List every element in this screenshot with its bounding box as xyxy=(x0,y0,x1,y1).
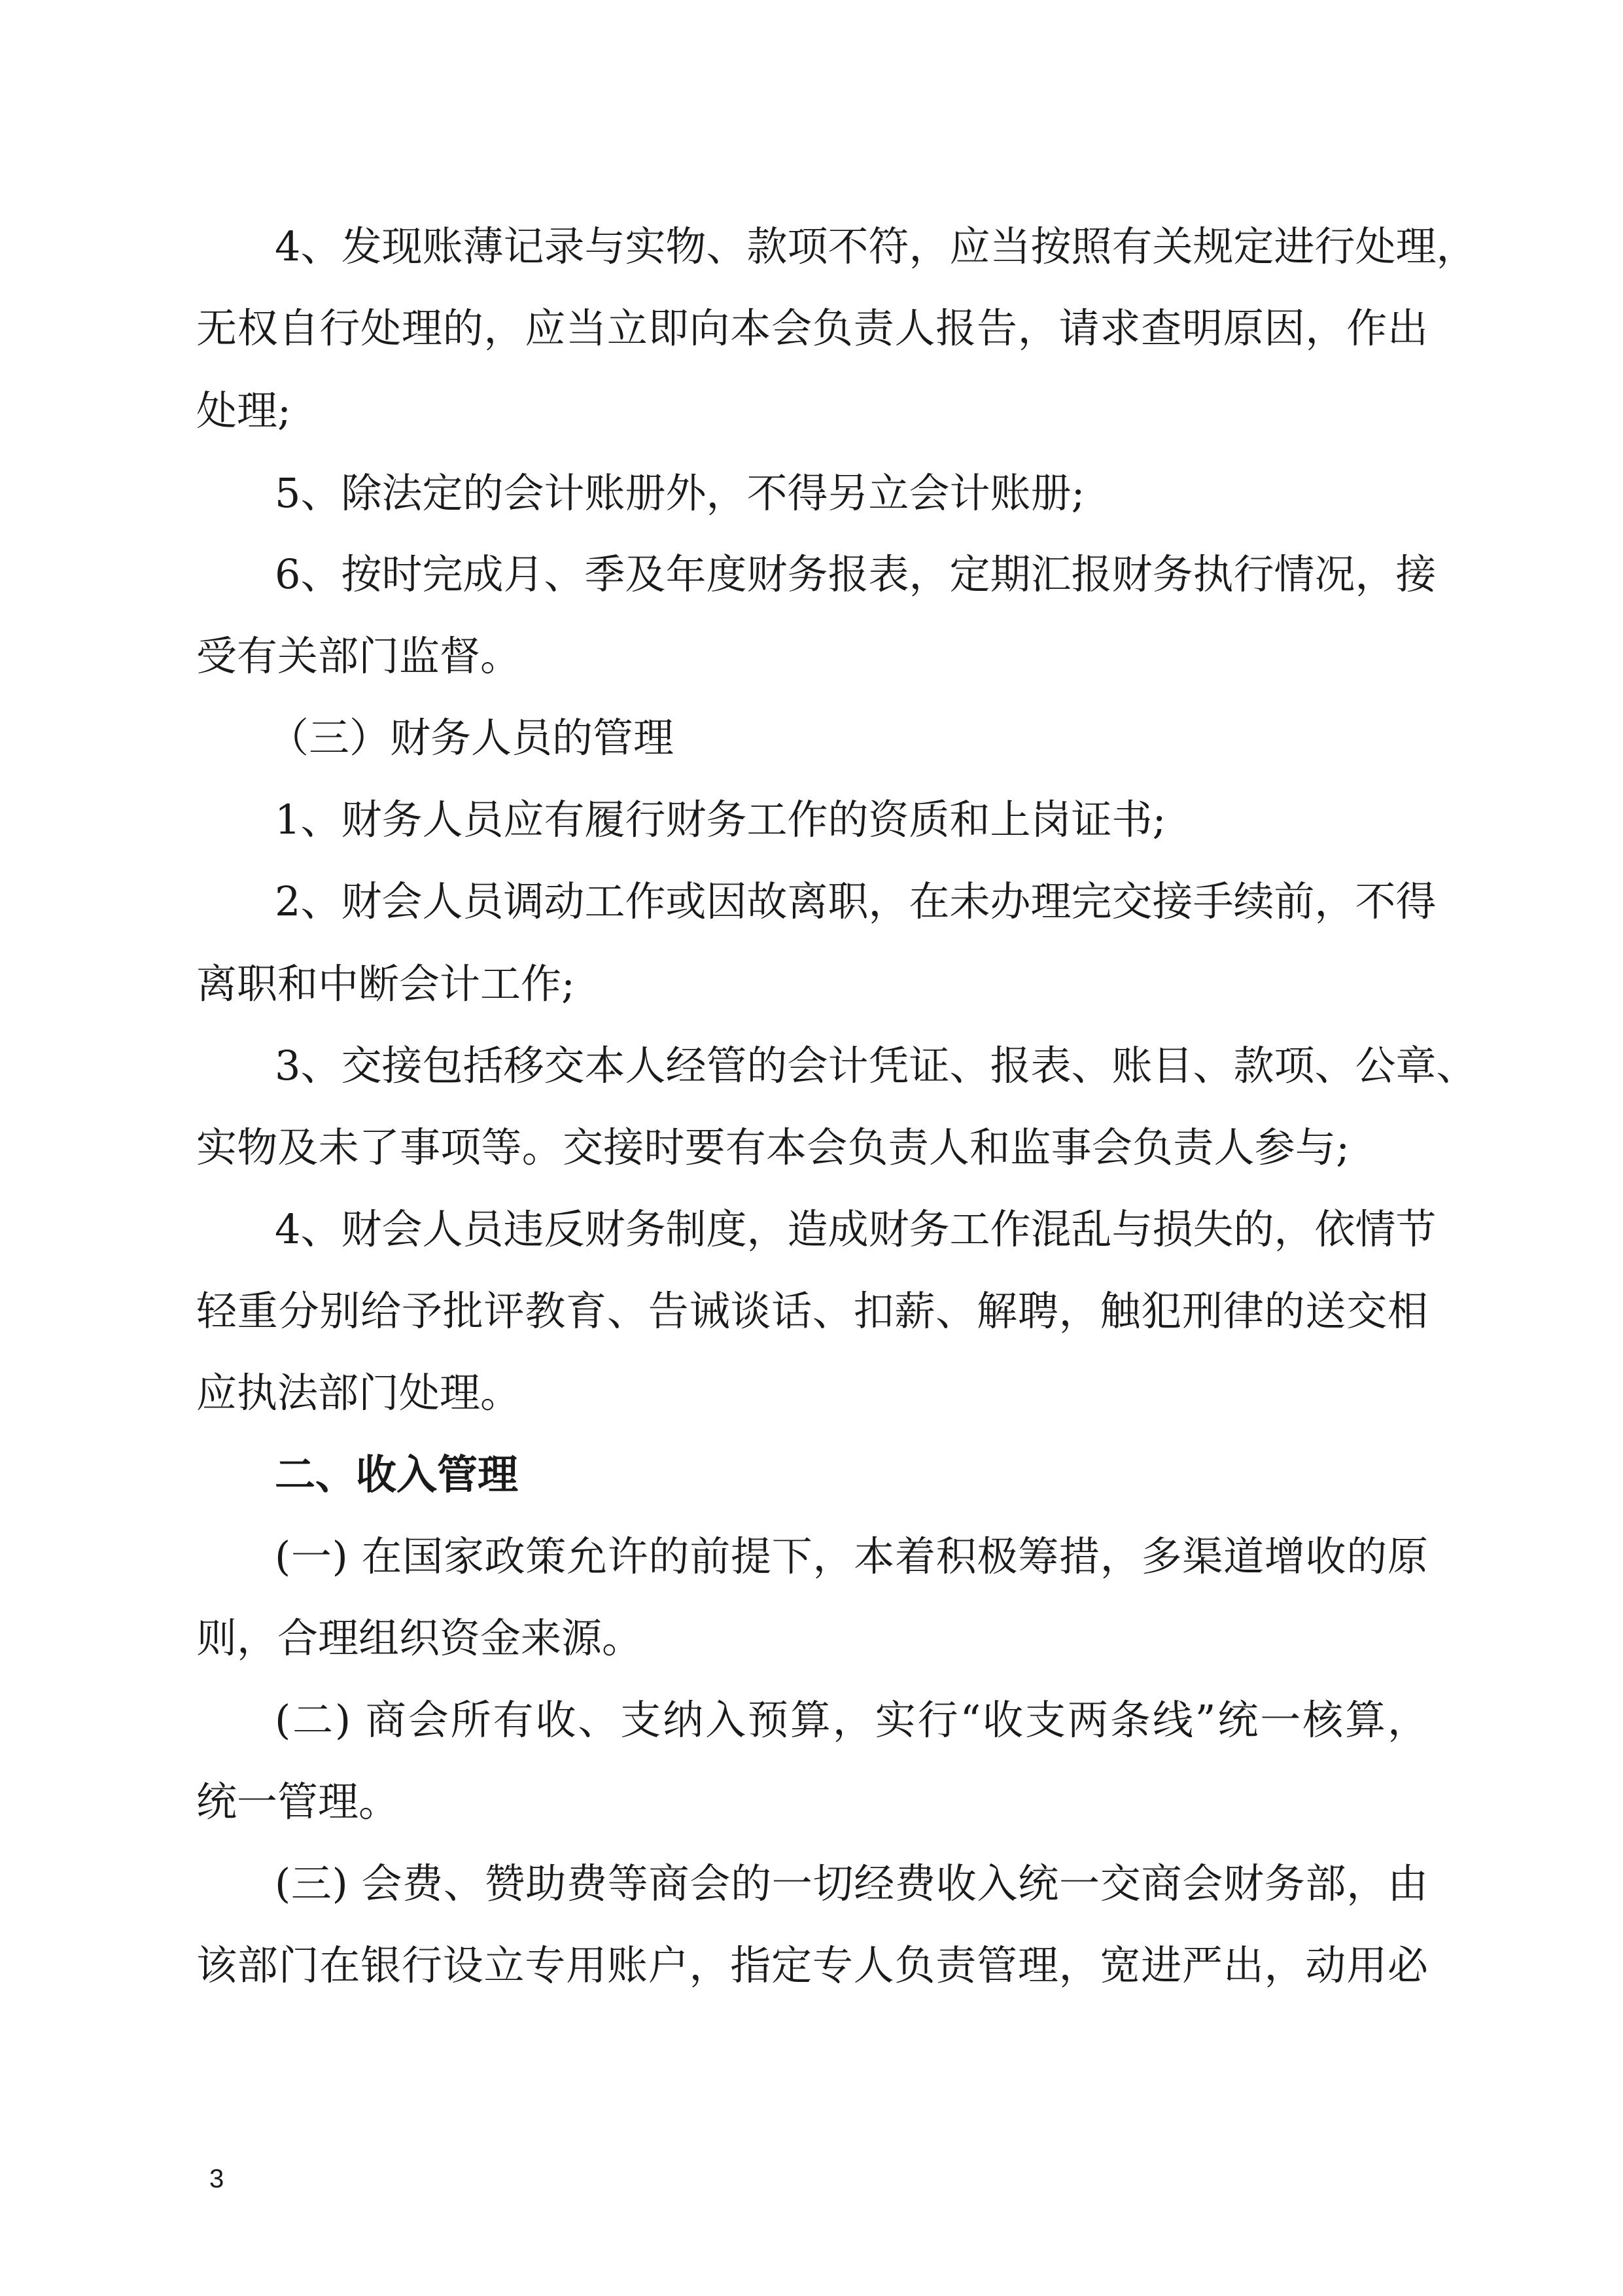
section-heading: （三）财务人员的管理 xyxy=(268,714,674,762)
paragraph-line: 离职和中断会计工作; xyxy=(196,960,575,1008)
paragraph-line: 4、发现账薄记录与实物、款项不符，应当按照有关规定进行处理， xyxy=(275,222,1477,270)
paragraph-line: 实物及未了事项等。交接时要有本会负责人和监事会负责人参与; xyxy=(196,1123,1350,1171)
paragraph-line: 应执法部门处理。 xyxy=(196,1369,521,1417)
paragraph-line: 6、按时完成月、季及年度财务报表，定期汇报财务执行情况，接 xyxy=(275,550,1437,598)
paragraph-line: 2、财会人员调动工作或因故离职，在未办理完交接手续前，不得 xyxy=(275,877,1437,925)
paragraph-line: 轻重分别给予批评教育、告诫谈话、扣薪、解聘，触犯刑律的送交相 xyxy=(196,1287,1428,1335)
page-number: 3 xyxy=(209,2164,224,2193)
paragraph-line: 受有关部门监督。 xyxy=(196,632,521,680)
paragraph-line: 5、除法定的会计账册外，不得另立会计账册; xyxy=(275,469,1085,517)
paragraph-line: (三) 会费、赞助费等商会的一切经费收入统一交商会财务部，由 xyxy=(275,1860,1428,1907)
paragraph-line: (二) 商会所有收、支纳入预算，实行“收支两条线”统一核算， xyxy=(275,1696,1428,1744)
paragraph-line: 该部门在银行设立专用账户，指定专人负责管理，宽进严出，动用必 xyxy=(196,1941,1428,1989)
paragraph-line: (一) 在国家政策允许的前提下，本着积极筹措，多渠道增收的原 xyxy=(275,1532,1428,1580)
paragraph-line: 1、财务人员应有履行财务工作的资质和上岗证书; xyxy=(275,796,1166,843)
paragraph-line: 则，合理组织资金来源。 xyxy=(196,1614,643,1662)
section-heading: 二、收入管理 xyxy=(275,1451,519,1498)
paragraph-line: 无权自行处理的，应当立即向本会负责人报告，请求查明原因，作出 xyxy=(196,304,1428,352)
paragraph-line: 处理; xyxy=(196,387,291,434)
paragraph-line: 4、财会人员违反财务制度，造成财务工作混乱与损失的，依情节 xyxy=(275,1205,1437,1253)
paragraph-line: 统一管理。 xyxy=(196,1778,400,1826)
paragraph-line: 3、交接包括移交本人经管的会计凭证、报表、账目、款项、公章、 xyxy=(275,1042,1477,1089)
